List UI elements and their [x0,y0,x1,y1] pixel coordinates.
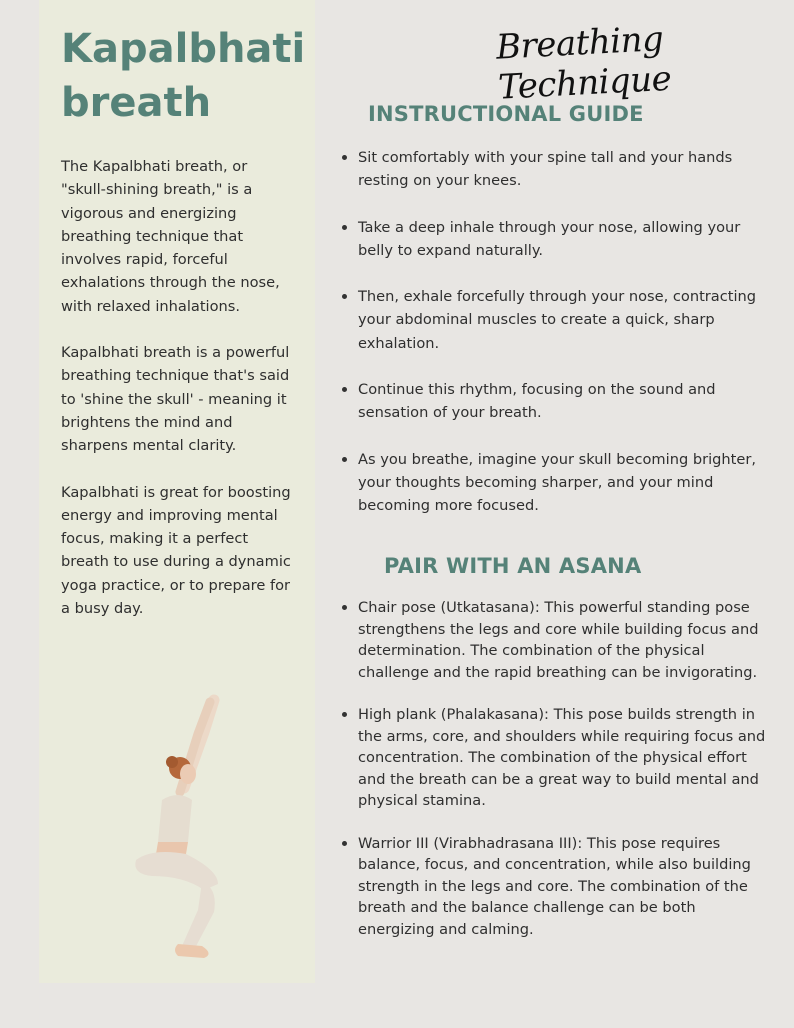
pair-asana-heading: PAIR WITH AN ASANA [384,554,642,578]
intro-paragraph: The Kapalbhati breath, or "skull-shining breath," is a vigorous and energizing breathing technique that involves rapid, forceful exhalations through the nose, with relaxed inhalations. [61,158,280,315]
list-item: Chair pose (Utkatasana): This powerful standing pose strengthens the legs and core while building focus and determination. The combination of the physical challenge and the rapid breathing can be invigorating. [340,597,772,683]
script-header: Breathing Technique [495,19,673,108]
asana-list [340,597,772,961]
instructional-guide-heading: INSTRUCTIONAL GUIDE [368,102,644,126]
list-item: Warrior III (Virabhadrasana III): This pose requires balance, focus, and concentration, while also building strength in the legs and core. The combination of the breath and the balance challenge can be both energizing and calming. [340,833,772,941]
instruction-list [340,146,772,541]
chair-pose-illustration [122,692,232,964]
list-item: Sit comfortably with your spine tall and your hands resting on your knees. [340,146,772,193]
list-item: Continue this rhythm, focusing on the sound and sensation of your breath. [340,378,772,425]
intro-paragraph: Kapalbhati is great for boosting energy and improving mental focus, making it a perfect breath to use during a dynamic yoga practice, or to prepare for a busy day. [61,483,291,618]
list-item: Take a deep inhale through your nose, allowing your belly to expand naturally. [340,216,772,263]
intro-text [61,155,293,643]
list-item: Then, exhale forcefully through your nose, contracting your abdominal muscles to create a quick, sharp exhalation. [340,285,772,355]
list-item: High plank (Phalakasana): This pose builds strength in the arms, core, and shoulders while requiring focus and concentration. The combination of the physical effort and the breath can be a great way to build mental and physical stamina. [340,704,772,812]
list-item: As you breathe, imagine your skull becoming brighter, your thoughts becoming sharper, and your mind becoming more focused. [340,448,772,518]
page-title: Kapalbhati breath [61,26,306,126]
intro-paragraph: Kapalbhati breath is a powerful breathing technique that's said to 'shine the skull' - meaning it brightens the mind and sharpens mental clarity. [61,344,290,455]
